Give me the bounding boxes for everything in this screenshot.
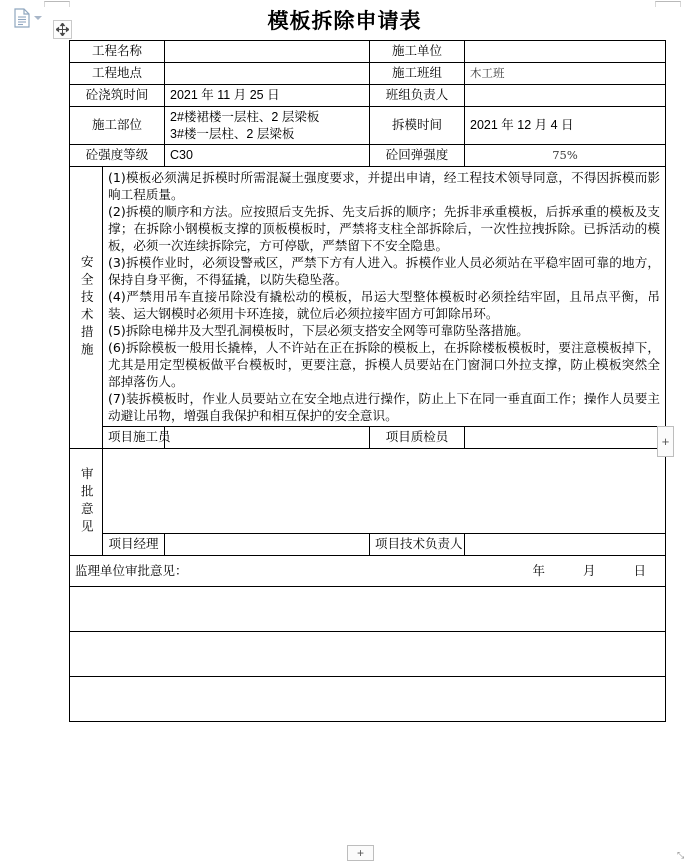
safety-paragraph: (3)拆模作业时，必须设警戒区，严禁下方有人进入。拆模作业人员必须站在平稳牢固可靠的地方，保持自身平衡，不得猛撬，以防失稳坠落。 [108,255,661,288]
field-label-concrete-grade: 砼强度等级 [70,145,165,167]
add-column-button[interactable]: + [657,426,674,457]
field-value-quality-inspector[interactable] [465,427,666,449]
construction-part-line-2: 3#楼一层柱、2 层梁板 [170,126,295,141]
field-value-construction-part[interactable] [165,106,370,145]
field-label-construction-part: 施工部位 [70,106,165,145]
safety-paragraph: (4)严禁用吊车直接吊除没有撬松动的模板，吊运大型整体模板时必须拴结牢固，且吊点平衡，吊装、运大钢模时必须用卡环连接，就位后必须拉接牢固方可卸除吊环。 [108,289,661,322]
table-row [70,62,666,84]
field-value-pour-time[interactable]: 2021 年 11 月 25 日 [165,84,370,106]
field-value-technical-director[interactable] [465,534,666,556]
safety-paragraph: (6)拆除模板一般用长撬棒，人不许站在正在拆除的模板上，在拆除楼板模板时，要注意模板掉下，尤其是用定型模板做平台模板时，更要注意，拆模人员要站在门窗洞口外拉支撑，防止模板突然全部掉落伤人。 [108,340,661,390]
table-row [70,145,666,167]
safety-measures-label-text: 安全技术措施 [79,255,94,361]
field-label-project-name: 工程名称 [70,41,165,63]
safety-measures-content[interactable] [103,167,666,427]
window-resize-corner[interactable]: ⤡ [677,850,685,860]
field-label-rebound-strength: 砼回弹强度 [370,145,465,167]
approval-comment-area[interactable] [103,449,666,534]
safety-paragraph: (7)装拆模板时，作业人员要站立在安全地点进行操作，防止上下在同一垂直面工作；操作人员要主动避让吊物，增强自我保护和相互保护的安全意识。 [108,391,661,424]
supervision-label: 监理单位审批意见： [75,563,188,578]
field-value-work-team[interactable]: 木工班 [465,62,666,84]
safety-paragraph: (1)模板必须满足拆模时所需混凝土强度要求，并提出申请，经工程技术领导同意，不得因拆模而影响工程质量。 [108,170,661,203]
field-value-project-name[interactable] [165,41,370,63]
safety-measures-row [70,167,666,427]
field-label-quality-inspector: 项目质检员 [370,427,465,449]
safety-measures-vertical-label [70,167,103,449]
field-label-project-manager: 项目经理 [103,534,165,556]
field-value-project-manager[interactable] [165,534,370,556]
approval-vertical-label [70,449,103,556]
field-label-team-leader: 班组负责人 [370,84,465,106]
date-day-label: 日 [633,563,647,578]
safety-paragraph: (5)拆除电梯井及大型孔洞模板时，下层必须支搭安全网等可靠防坠落措施。 [108,323,529,339]
approval-signature-row [70,534,666,556]
safety-paragraph: (2)拆模的顺序和方法。应按照后支先拆、先支后拆的顺序；先拆非承重模板，后拆承重的模板及支撑；在拆除小钢模板支撑的顶板模板时，严禁将支柱全部拆除后，一次性拉拽拆除。已拆活动的模板，必须一次连续拆除完，方可停歇，严禁留下不安全隐患。 [108,204,661,254]
construction-part-line-1: 2#楼裙楼一层柱、2 层梁板 [170,109,320,124]
field-value-project-location[interactable] [165,62,370,84]
field-value-site-engineer[interactable] [165,427,370,449]
table-row [70,84,666,106]
add-row-button[interactable]: + [347,845,374,861]
field-value-concrete-grade[interactable]: C30 [165,145,370,167]
application-form-table [69,40,666,722]
supervision-blank-cell[interactable] [70,587,666,632]
field-label-strip-time: 拆模时间 [370,106,465,145]
supervision-blank-row [70,632,666,677]
supervision-header-row [70,556,666,587]
supervision-blank-cell[interactable] [70,632,666,677]
supervision-approval-header[interactable] [70,556,666,587]
supervision-blank-cell[interactable] [70,677,666,722]
approval-comment-row [70,449,666,534]
field-label-work-team: 施工班组 [370,62,465,84]
approval-label-text: 审批意见 [79,467,94,538]
supervision-blank-row [70,587,666,632]
date-month-label: 月 [582,563,596,578]
field-label-project-location: 工程地点 [70,62,165,84]
supervision-date-placeholders [532,563,660,580]
field-label-technical-director: 项目技术负责人 [370,534,465,556]
table-row [70,106,666,145]
field-label-site-engineer: 项目施工员 [103,427,165,449]
date-year-label: 年 [532,563,545,578]
field-value-strip-time[interactable]: 2021 年 12 月 4 日 [465,106,666,145]
field-value-construction-unit[interactable] [465,41,666,63]
page-title: 模板拆除申请表 [267,9,422,33]
supervision-blank-row [70,677,666,722]
field-label-construction-unit: 施工单位 [370,41,465,63]
signoff-row [70,427,666,449]
table-row [70,41,666,63]
field-value-team-leader[interactable] [465,84,666,106]
field-label-pour-time: 砼浇筑时间 [70,84,165,106]
field-value-rebound-strength[interactable]: 75% [465,145,666,167]
